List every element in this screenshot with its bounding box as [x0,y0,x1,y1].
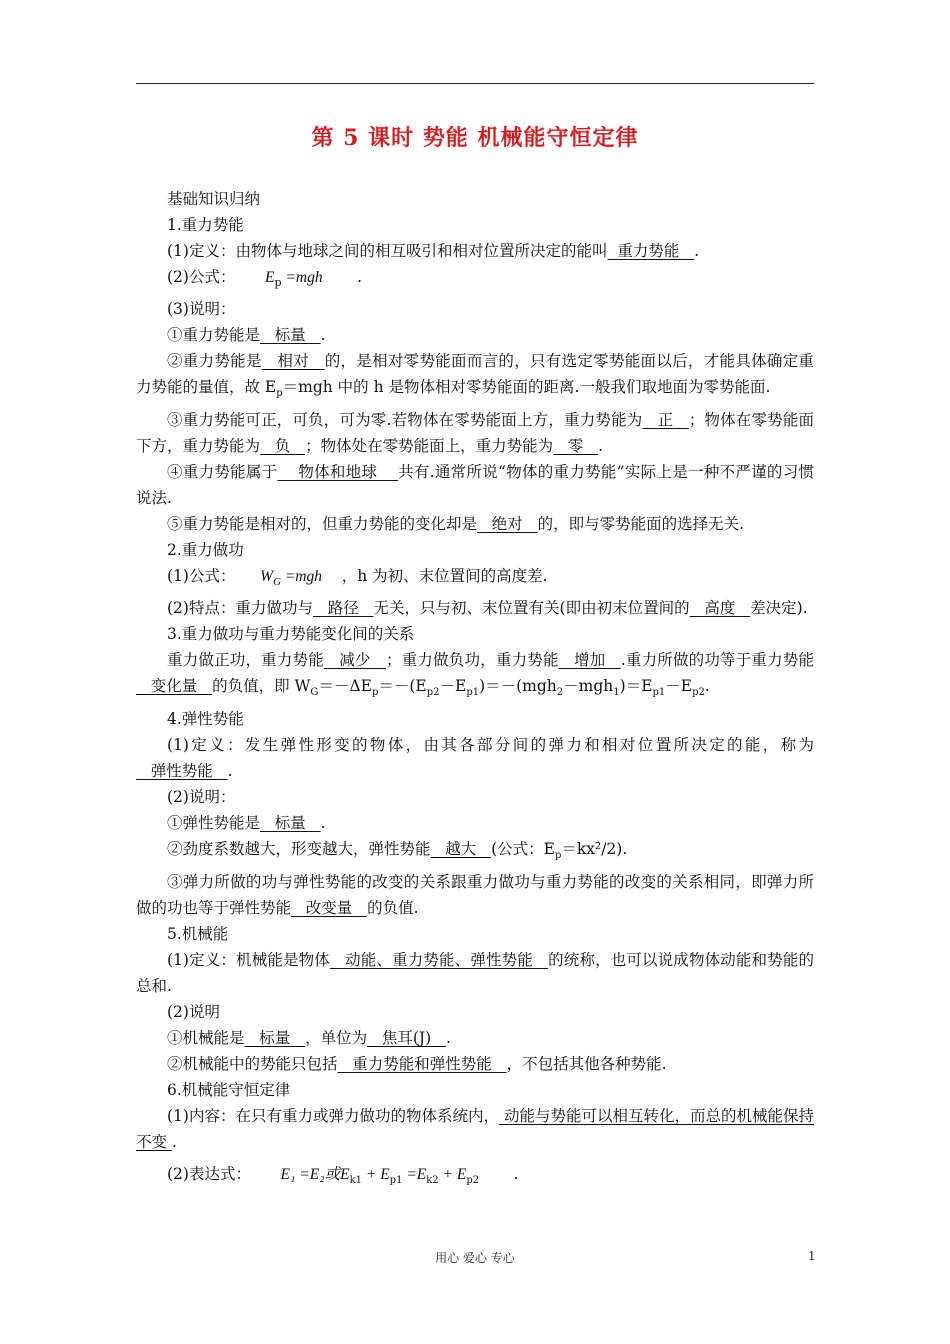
page-title: 第 5 课时 势能 机械能守恒定律 [311,125,639,151]
s5-definition: (1)定义：机械能是物体 动能、重力势能、弹性势能 的统称，也可以说成物体动能和势能的总和. [136,951,814,996]
s1-note-head: (3)说明： [167,300,236,319]
s1-note-4: ④重力势能属于 物体和地球 共有.通常所说“物体的重力势能”实际上是一种不严谨的习惯说法. [136,463,814,508]
s4-note-1: ①弹性势能是 标量 . [167,814,326,833]
s2-head: 2.重力做功 [167,541,244,560]
s1-head: 1.重力势能 [167,216,244,234]
s5-note-2: ②机械能中的势能只包括 重力势能和弹性势能 ，不包括其他各种势能. [167,1055,667,1074]
s1-note-5: ⑤重力势能是相对的，但重力势能的变化却是 绝对 的，即与零势能面的选择无关. [167,515,745,534]
s4-note-2: ②劲度系数越大，形变越大，弹性势能 越大 (公式：$E_p=kx^2/2$). [167,840,628,862]
s2-formula: (1)公式： $W_G =mgh$ ，h 为初、末位置间的高度差. [167,567,548,589]
page-number: 1 [808,1249,816,1263]
s3-head: 3.重力做功与重力势能变化间的关系 [167,625,415,644]
s3-body: 重力做正功，重力势能 减少 ；重力做负功，重力势能 增加 .重力所做的功等于重力势能 变化量 的负值，即 $W_G=-\Delta E_p=-(E_{p2}-E_{p1})=-(mgh_2-mgh_1)=E_{p1}-E_{p2}$. [136,651,814,699]
document-body [136,186,814,1195]
s5-note-1: ①机械能是 标量 ，单位为 焦耳(J) . [167,1029,451,1048]
s2-feature: (2)特点：重力做功与 路径 无关，只与初、末位置有关(即由初末位置间的 高度 差决定). [167,599,808,618]
s1-note-2: ②重力势能是 相对 的，是相对零势能面而言的，只有选定零势能面以后，才能具体确定重力势能的量值，故 $E_p=mgh$ 中的 h 是物体相对零势能面的距离.一般我们取地面为零势能面. [136,352,814,400]
s1-note-1: ①重力势能是 标量 . [167,326,326,345]
s5-note-head: (2)说明 [167,1003,220,1022]
s6-content: (1)内容：在只有重力或弹力做功的物体系统内， 动能与势能可以相互转化，而总的机械能保持不变 . [136,1107,814,1152]
s1-formula: (2)公式： $E_p =mgh$ . [167,268,362,290]
s6-head: 6.机械能守恒定律 [167,1081,291,1100]
s5-head: 5.机械能 [167,925,229,944]
s6-expression: (2)表达式： E₁ =E₂或$E_{k1} + E_{p1} =E_{k2} + E_{p2}$ . [167,1165,519,1187]
footer-motto: 用心 爱心 专心 [435,1251,515,1265]
s1-definition: (1)定义：由物体与地球之间的相互吸引和相对位置所决定的能叫 重力势能 . [167,242,700,260]
s4-definition: (1)定义：发生弹性形变的物体，由其各部分间的弹力和相对位置所决定的能，称为 弹性势能 . [136,736,814,781]
s4-head: 4.弹性势能 [167,710,244,729]
s4-note-head: (2)说明： [167,788,236,807]
s4-note-3: ③弹力所做的功与弹性势能的改变的关系跟重力做功与重力势能的改变的关系相同，即弹力所做的功也等于弹性势能 改变量 的负值. [136,873,814,918]
s1-note-3: ③重力势能可正，可负，可为零.若物体在零势能面上方，重力势能为 正 ；物体在零势能面下方，重力势能为 负 ；物体处在零势能面上，重力势能为 零 . [136,411,814,456]
section-heading: 基础知识归纳 [167,190,261,208]
header-rule [136,83,814,84]
